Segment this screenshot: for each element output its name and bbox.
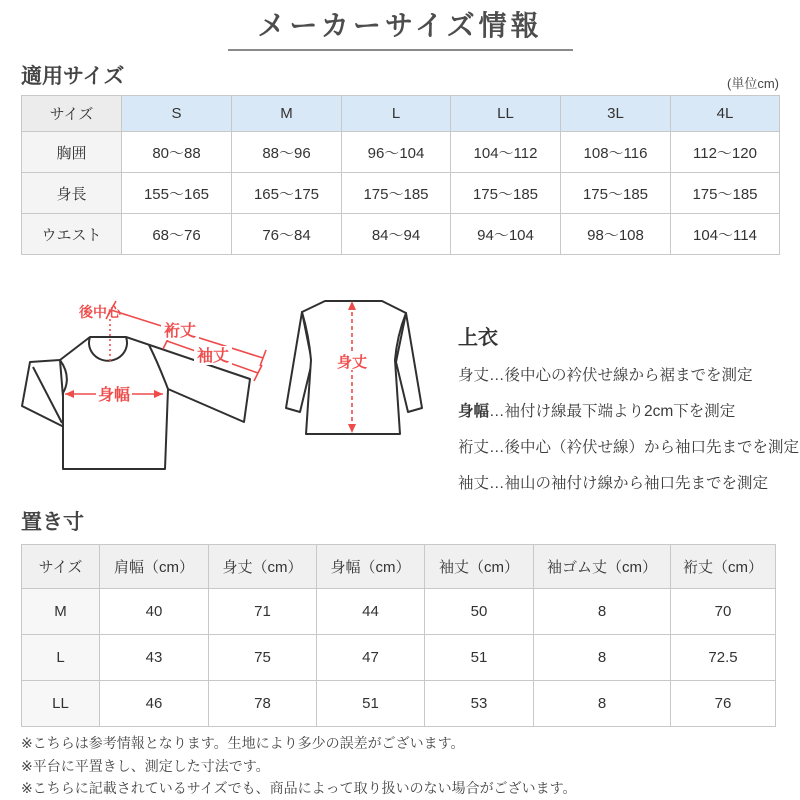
table-cell: 175〜185 [561,173,671,214]
table-cell: 76〜84 [232,214,342,255]
table-cell: 68〜76 [122,214,232,255]
table-row [22,681,776,727]
table-cell: 78 [209,681,317,727]
legend-line [458,466,793,502]
title-block [0,0,800,51]
table-header-row [22,96,780,132]
table-cell: 104〜112 [451,132,561,173]
legend-desc: …袖山の袖付け線から袖口先までを測定 [489,475,769,492]
table-cell: 71 [209,589,317,635]
laid-flat-table [21,544,776,727]
table-cell: 70 [671,589,776,635]
table-cell: 53 [425,681,534,727]
table-row [22,214,780,255]
column-header: 袖丈（cm） [425,545,534,589]
row-label: LL [22,681,100,727]
shirt-left-sleeve [22,360,64,427]
note-line: ※こちらは参考情報となります。生地により多少の誤差がございます。 [21,735,465,751]
table-cell: 8 [534,635,671,681]
legend-term: 身幅 [458,403,490,420]
sode-end-tick [254,365,262,381]
legend-line [458,394,793,430]
legend-line [458,430,800,466]
column-header: M [232,96,342,132]
table-cell: 47 [317,635,425,681]
table-cell: 165〜175 [232,173,342,214]
table-cell: 94〜104 [451,214,561,255]
sode-label: 袖丈 [196,348,230,365]
legend-line [458,358,793,394]
column-header: LL [451,96,561,132]
column-header: 身丈（cm） [209,545,317,589]
mihaba-label: 身幅 [97,387,131,404]
legend-heading: 上衣 [458,327,498,349]
table-header-row [22,545,776,589]
column-header: サイズ [22,96,122,132]
table-cell: 8 [534,589,671,635]
table-cell: 51 [317,681,425,727]
mitake-label: 身丈 [336,354,368,371]
note-line: ※平台に平置きし、測定した寸法です。 [21,757,270,774]
table-cell: 43 [100,635,209,681]
measurement-diagram [0,255,800,507]
measurement-legend [458,321,800,502]
column-header: L [342,96,451,132]
row-label: 身長 [22,173,122,214]
yuki-label: 裄丈 [163,323,197,340]
laid-flat-header [21,507,779,539]
table-cell: 175〜185 [342,173,451,214]
table-cell: 84〜94 [342,214,451,255]
column-header: 3L [561,96,671,132]
row-label: 胸囲 [22,132,122,173]
legend-term: 裄丈 [458,439,490,456]
title-underline [228,49,573,51]
table-cell: 44 [317,589,425,635]
table-cell: 46 [100,681,209,727]
column-header: 4L [671,96,780,132]
footer-notes [21,732,800,800]
legend-desc: …袖付け線最下端より2cm下を測定 [489,403,736,420]
legend-term: 袖丈 [458,475,490,492]
table-cell: 112〜120 [671,132,780,173]
column-header: S [122,96,232,132]
table-cell: 50 [425,589,534,635]
column-header: サイズ [22,545,100,589]
page-title: メーカーサイズ情報 [257,10,543,41]
table-cell: 175〜185 [671,173,780,214]
column-header: 身幅（cm） [317,545,425,589]
table-cell: 88〜96 [232,132,342,173]
applicable-sizes-heading: 適用サイズ [21,65,125,88]
table-row [22,173,780,214]
table-row [22,132,780,173]
row-label: ウエスト [22,214,122,255]
table-cell: 155〜165 [122,173,232,214]
applicable-sizes-header [21,61,779,93]
table-row [22,635,776,681]
table-cell: 96〜104 [342,132,451,173]
table-cell: 40 [100,589,209,635]
column-header: 袖ゴム丈（cm） [534,545,671,589]
legend-desc: …後中心（衿伏せ線）から袖口先までを測定 [489,439,800,456]
table-cell: 108〜116 [561,132,671,173]
table-cell: 72.5 [671,635,776,681]
row-label: M [22,589,100,635]
note-line: ※こちらに記載されているサイズでも、商品によって取り扱いのない場合がございます。 [21,780,577,796]
legend-term: 身丈 [458,367,490,384]
back-center-label: 後中心 [79,304,121,320]
row-label: L [22,635,100,681]
table-cell: 98〜108 [561,214,671,255]
applicable-sizes-table [21,95,780,255]
table-cell: 51 [425,635,534,681]
shirt-front-diagram [15,293,273,503]
table-cell: 76 [671,681,776,727]
table-cell: 8 [534,681,671,727]
shirt-back-diagram [270,288,440,443]
table-cell: 75 [209,635,317,681]
table-row [22,589,776,635]
table-cell: 80〜88 [122,132,232,173]
column-header: 裄丈（cm） [671,545,776,589]
column-header: 肩幅（cm） [100,545,209,589]
unit-note: (単位cm) [727,76,779,91]
table-cell: 104〜114 [671,214,780,255]
laid-flat-heading: 置き寸 [21,511,84,534]
legend-desc: …後中心の衿伏せ線から裾までを測定 [489,367,753,384]
table-cell: 175〜185 [451,173,561,214]
